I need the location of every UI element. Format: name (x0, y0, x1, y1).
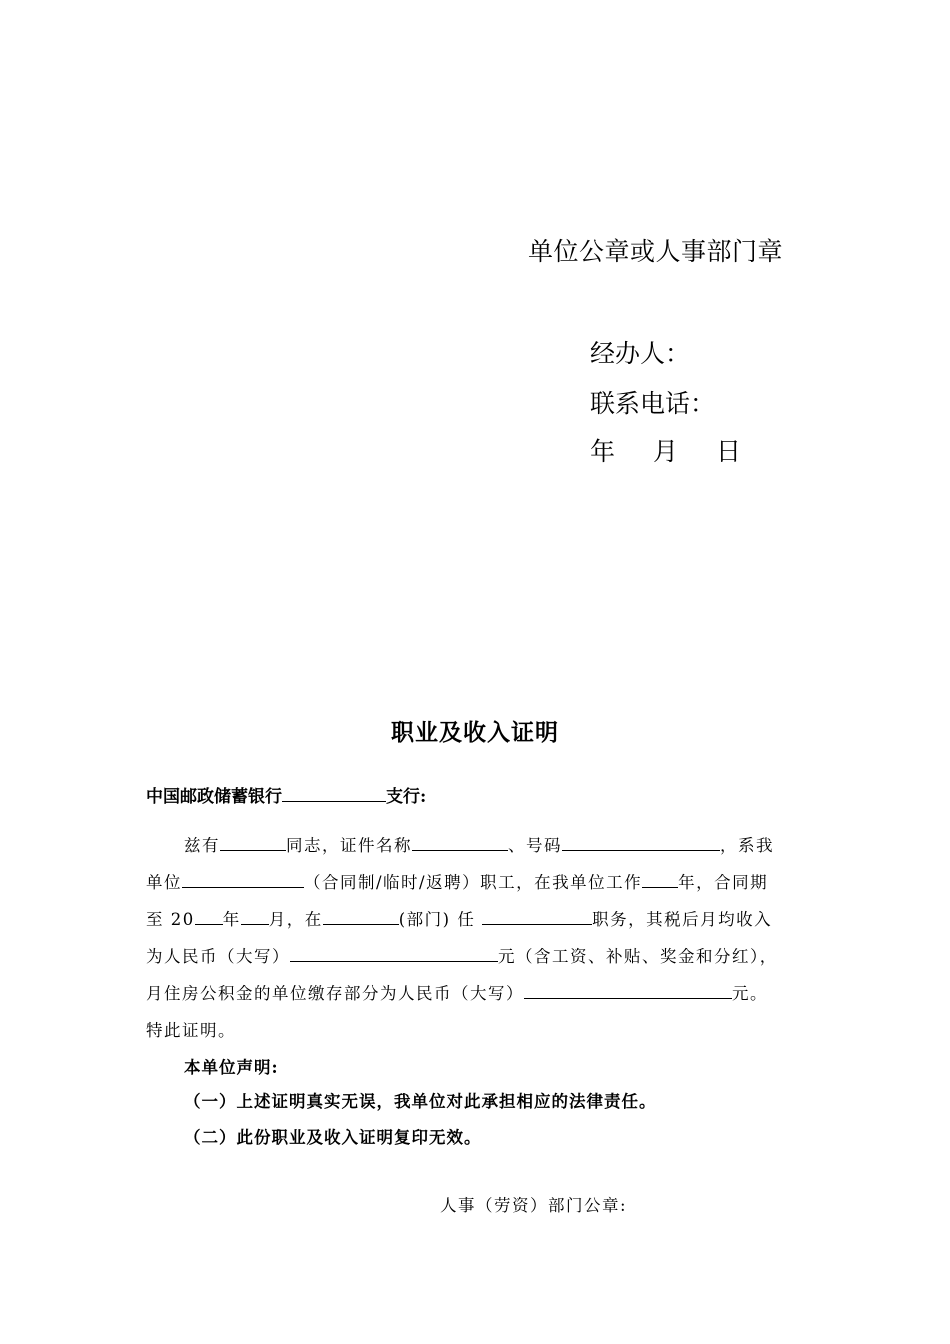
declaration-item-2: （二）此份职业及收入证明复印无效。 (184, 1128, 482, 1147)
date-day-label: 日 (716, 437, 742, 466)
department-blank[interactable] (323, 907, 399, 925)
text-segment: 为人民币（大写） (146, 947, 290, 966)
body-line-3 (146, 906, 772, 930)
work-years-blank[interactable] (642, 870, 678, 888)
date-month-label: 月 (653, 437, 679, 466)
phone-label: 联系电话： (590, 389, 716, 418)
date-row (590, 432, 741, 468)
body-line-4 (146, 943, 778, 967)
date-year-label: 年 (590, 437, 616, 466)
text-segment: 、号码 (508, 836, 562, 855)
text-segment: 年 (222, 910, 241, 929)
text-segment: ，系我 (720, 836, 774, 855)
monthly-income-blank[interactable] (290, 944, 498, 962)
contract-year-blank[interactable] (195, 907, 223, 925)
text-segment: (部门) 任 (398, 910, 476, 929)
body-line-6: 特此证明。 (146, 1021, 236, 1040)
id-number-blank[interactable] (562, 833, 720, 851)
body-line-1 (184, 832, 774, 856)
body-line-5 (146, 980, 768, 1004)
text-segment: 单位 (146, 873, 182, 892)
handler-label: 经办人： (590, 339, 691, 368)
employee-name-blank[interactable] (220, 833, 286, 851)
declaration-item-1: （一）上述证明真实无误，我单位对此承担相应的法律责任。 (184, 1092, 657, 1111)
text-segment: 月，在 (268, 910, 323, 929)
id-type-blank[interactable] (412, 833, 508, 851)
employer-name-blank[interactable] (182, 870, 304, 888)
text-segment: 元（含工资、补贴、奖金和分红）， (498, 947, 778, 966)
branch-name-blank[interactable] (282, 784, 386, 802)
text-segment: 兹有 (184, 836, 220, 855)
addressee-prefix: 中国邮政储蓄银行 (146, 787, 282, 807)
certificate-title: 职业及收入证明 (391, 719, 559, 746)
addressee-suffix: 支行: (386, 787, 427, 807)
seal-label: 单位公章或人事部门章 (528, 237, 784, 266)
text-segment: 职务，其税后月均收入 (592, 910, 773, 929)
text-segment: （合同制/临时/返聘）职工，在我单位工作 (304, 873, 643, 892)
contract-month-blank[interactable] (241, 907, 269, 925)
text-segment: 至 20 (146, 910, 195, 929)
housing-fund-blank[interactable] (524, 981, 732, 999)
text-segment: 月住房公积金的单位缴存部分为人民币（大写） (146, 984, 524, 1003)
position-blank[interactable] (482, 907, 592, 925)
body-line-2 (146, 869, 768, 893)
text-segment: 年，合同期 (678, 873, 769, 892)
declaration-heading: 本单位声明: (184, 1058, 279, 1077)
addressee-line (146, 782, 426, 807)
hr-seal-label: 人事（劳资）部门公章: (440, 1196, 628, 1215)
text-segment: 同志，证件名称 (286, 836, 412, 855)
text-segment: 元。 (732, 984, 768, 1003)
